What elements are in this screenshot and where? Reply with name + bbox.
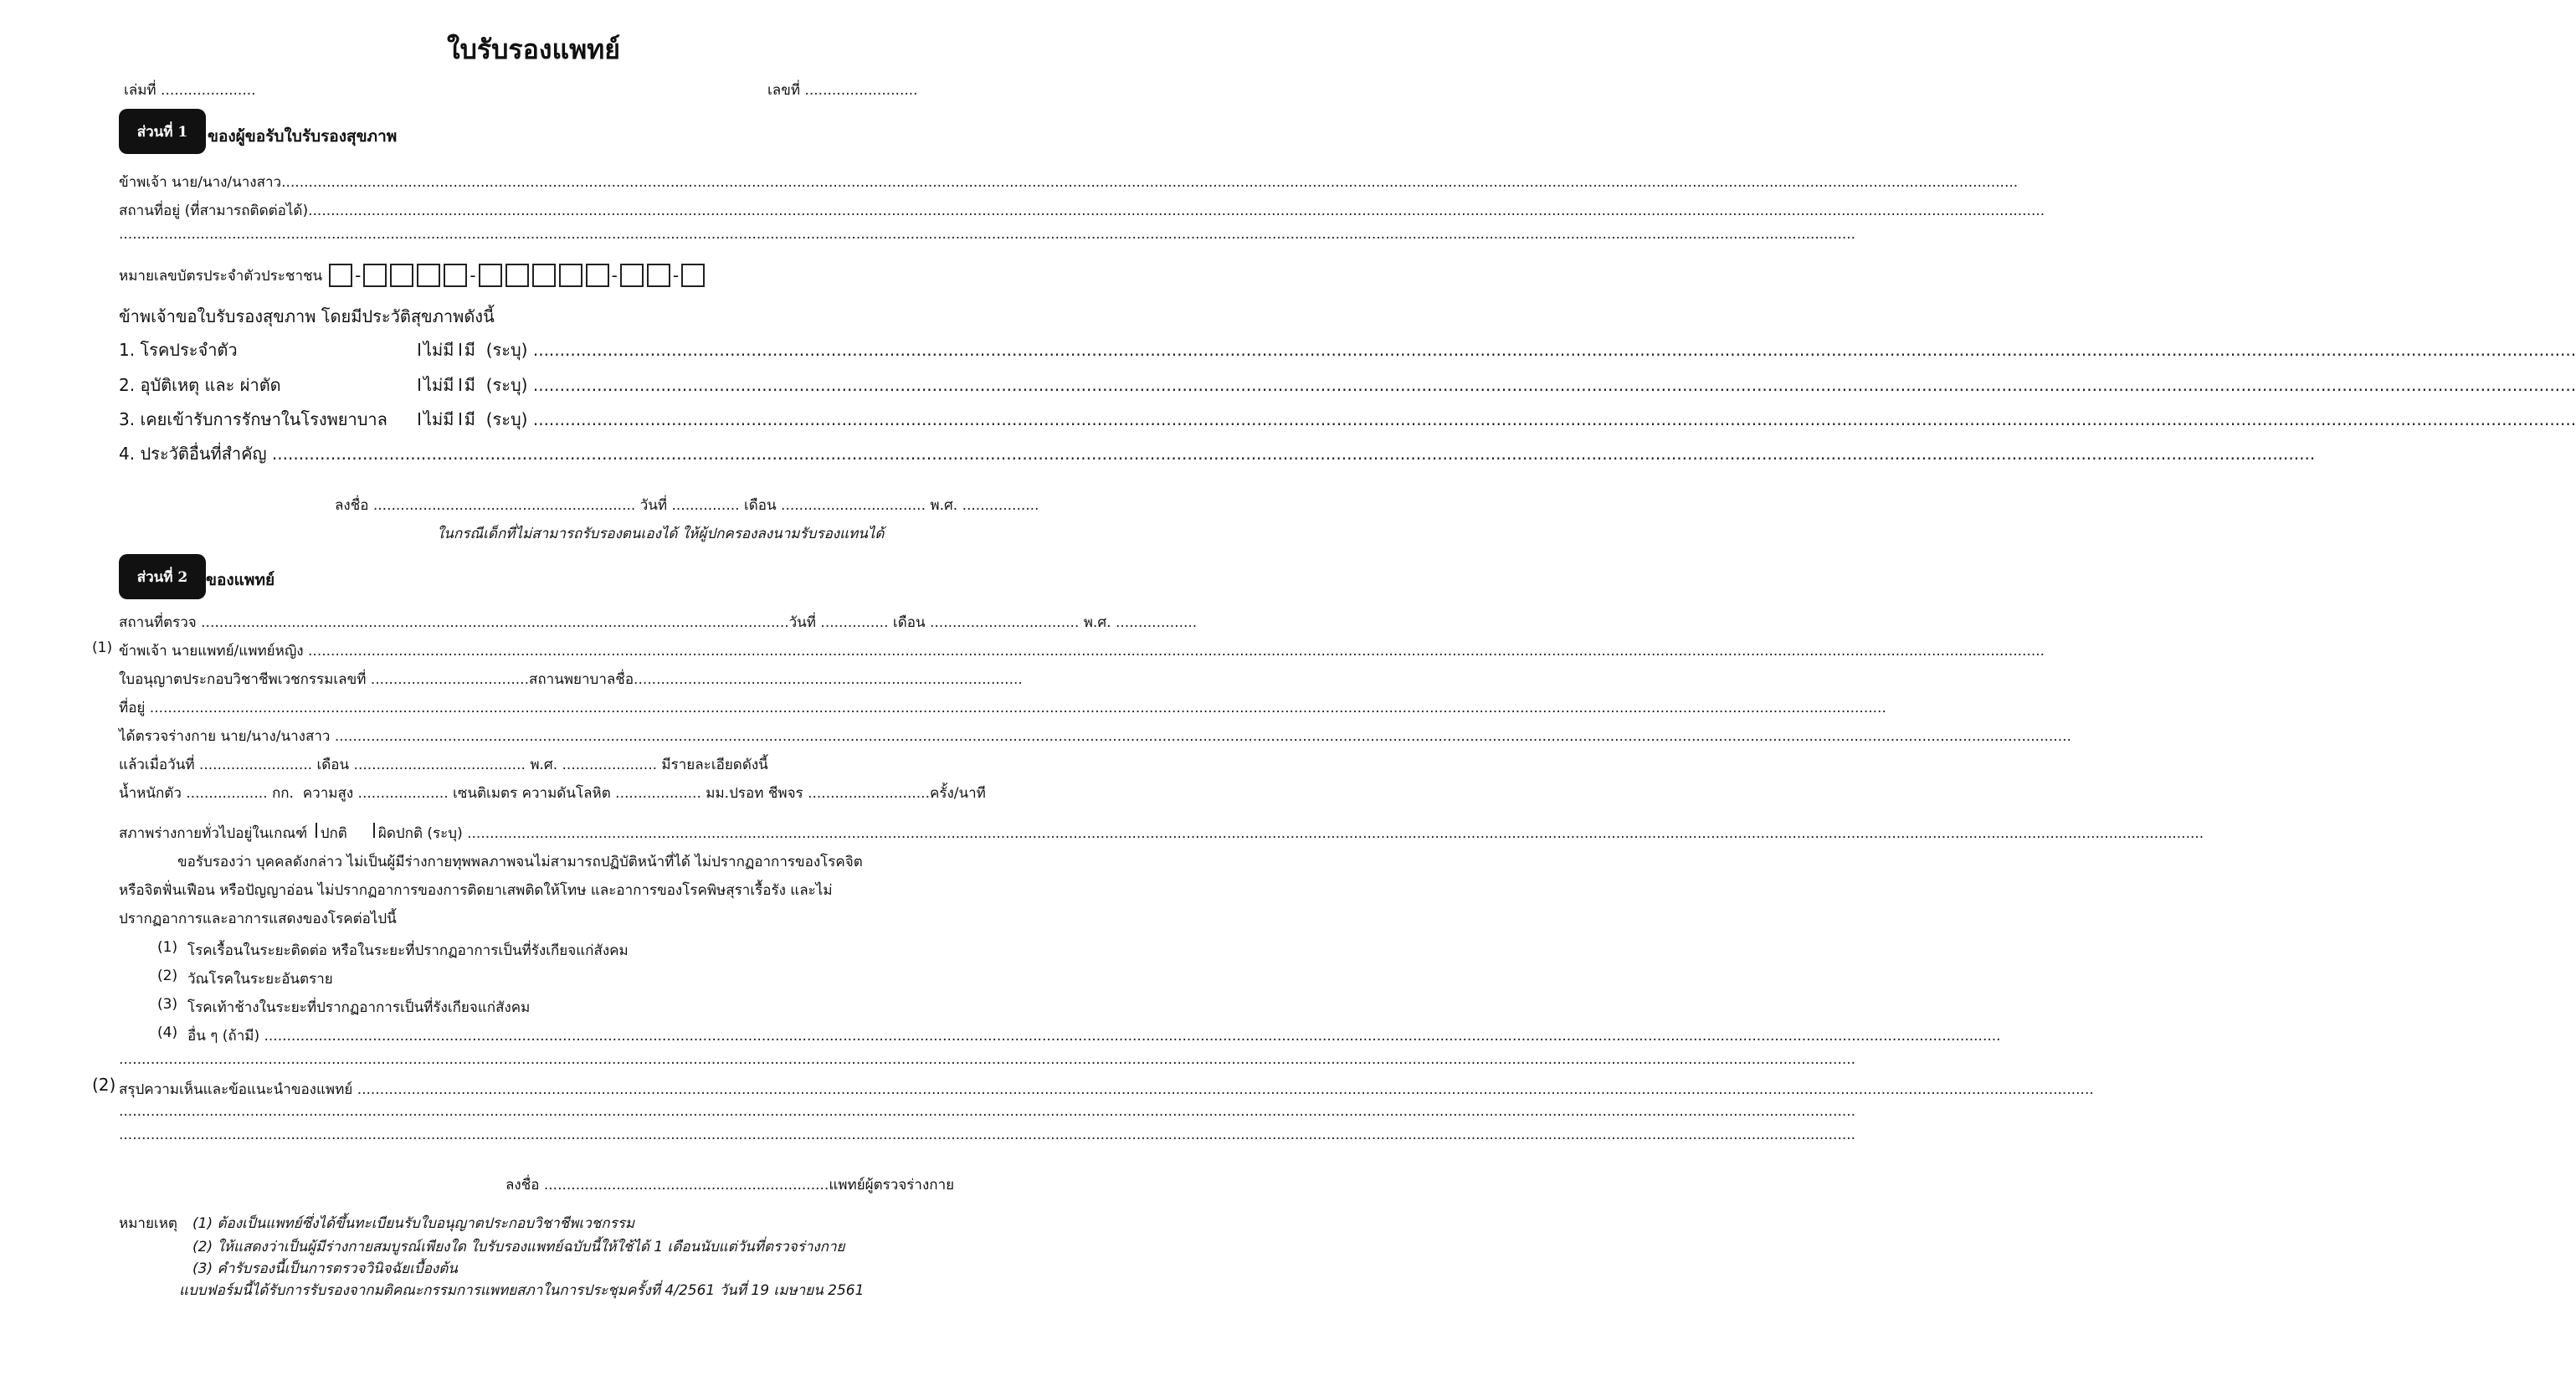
id-digit-box[interactable] (681, 264, 705, 287)
part1-heading: ของผู้ขอรับใบรับรองสุขภาพ (208, 127, 398, 146)
disease-item-text: โรคเท้าช้างในระยะที่ปรากฏอาการเป็นที่รังเกียจแก่สังคม (187, 999, 531, 1016)
citizen-id-row: หมายเลขบัตรประจำตัวประชาชน - - - - (119, 264, 706, 287)
id-digit-box[interactable] (363, 264, 387, 287)
id-digit-box[interactable] (390, 264, 413, 287)
history-item-1-options: ไม่มี มี (ระบุ) ..... (418, 336, 885, 363)
history-item-2-options: ไม่มี มี (ระบุ) ..... (418, 372, 885, 398)
exam-place-line[interactable]: สถานที่ตรวจ ..................................................................................................................................วันที่ ............... เดือน ................................. พ.ศ. .................. (119, 614, 1198, 631)
yes-checkbox[interactable] (459, 413, 461, 425)
id-digit-box[interactable] (620, 264, 644, 287)
yes-checkbox[interactable] (459, 343, 461, 356)
part1-signature-line[interactable]: ลงชื่อ .......................................................... วันที่ ............... เดือน ................................ พ.ศ. ................. (335, 497, 1039, 514)
id-digit-box[interactable] (532, 264, 556, 287)
doctor-signature-line[interactable]: ลงชื่อ ...............................................................แพทย์ผู้ตรวจร่างกาย (505, 1177, 955, 1194)
remarks-label: หมายเหตุ (119, 1215, 177, 1232)
abnormal-checkbox[interactable] (373, 823, 375, 838)
part1-badge: ส่วนที่ 1 (119, 109, 206, 154)
history-1-specify-line[interactable] (533, 340, 2576, 360)
history-item-2-label: 2. อุบัติเหตุ และ ผ่าตัด (119, 375, 281, 395)
part2-badge: ส่วนที่ 2 (119, 554, 206, 599)
other-history-line[interactable]: 4. ประวัติอื่นที่สำคัญ ..... (119, 440, 885, 467)
abnormal-specify-line[interactable] (467, 825, 2204, 842)
exam-date-line[interactable]: แล้วเมื่อวันที่ ......................... เดือน ...................................... พ.ศ. ..................... มีรายละเอียดดังนี้ (119, 757, 768, 773)
other-diseases-line-2[interactable] (119, 1051, 890, 1068)
applicant-address-line-2[interactable] (119, 226, 770, 243)
book-number: เล่มที่ ..................... (124, 82, 256, 99)
guardian-note: ในกรณีเด็กที่ไม่สามารถรับรองตนเองได้ ให้ผู้ปกครองลงนามรับรองแทนได้ (437, 526, 885, 542)
disease-item-text: วัณโรคในระยะอันตราย (187, 971, 333, 988)
history-item-3-options: ไม่มี มี (ระบุ) ..... (418, 406, 885, 433)
id-digit-box[interactable] (329, 264, 352, 287)
doctor-summary-line-3[interactable] (119, 1127, 894, 1143)
doctor-summary-line-2[interactable] (119, 1103, 894, 1120)
id-digit-box[interactable] (586, 264, 609, 287)
doctor-address-line[interactable]: ที่อยู่ ..... (119, 696, 894, 719)
disease-item-number: (3) (157, 996, 178, 1013)
part2-heading: ของแพทย์ (206, 571, 275, 589)
yes-checkbox[interactable] (459, 378, 461, 391)
item2-number: (2) (92, 1075, 116, 1095)
id-digit-box[interactable] (647, 264, 670, 287)
id-digit-box[interactable] (559, 264, 582, 287)
no-checkbox[interactable] (418, 343, 420, 356)
history-item-3-label: 3. เคยเข้ารับการรักษาในโรงพยาบาล (119, 409, 387, 429)
approval-note: แบบฟอร์มนี้ได้รับการรับรองจากมติคณะกรรมการแพทยสภาในการประชุมครั้งที่ 4/2561 วันที่ 19 เมษายน 2561 (179, 1282, 865, 1299)
remark-item: (3) คำรับรองนี้เป็นการตรวจวินิจฉัยเบื้องต้น (192, 1260, 458, 1277)
doctor-summary-line[interactable]: สรุปความเห็นและข้อแนะนำของแพทย์ ..... (119, 1078, 894, 1101)
id-digit-box[interactable] (417, 264, 440, 287)
disease-item-number: (4) (157, 1024, 178, 1041)
certify-text-line-2: หรือจิตฟั่นเฟือน หรือปัญญาอ่อน ไม่ปรากฏอาการของการติดยาเสพติดให้โทษ และอาการของโรคพิษสุราเรื้อรัง และไม่ (119, 882, 833, 899)
certify-text-line-3: ปรากฏอาการและอาการแสดงของโรคต่อไปนี้ (119, 911, 397, 927)
id-digit-box[interactable] (444, 264, 467, 287)
examined-person-line[interactable]: ได้ตรวจร่างกาย นาย/นาง/นางสาว ..... (119, 725, 894, 747)
disease-item-number: (2) (157, 968, 178, 984)
disease-item-number: (1) (157, 939, 178, 956)
health-request-text: ข้าพเจ้าขอใบรับรองสุขภาพ โดยมีประวัติสุขภาพดังนี้ (119, 306, 495, 326)
history-2-specify-line[interactable] (533, 375, 2576, 395)
remark-item: (1) ต้องเป็นแพทย์ซึ่งได้ขึ้นทะเบียนรับใบอนุญาตประกอบวิชาชีพเวชกรรม (192, 1215, 635, 1232)
id-digit-box[interactable] (505, 264, 529, 287)
no-checkbox[interactable] (418, 413, 420, 425)
other-diseases-line[interactable]: อื่น ๆ (ถ้ามี) ..... (187, 1024, 890, 1047)
applicant-address-line[interactable]: สถานที่อยู่ (ที่สามารถติดต่อได้) ..... (119, 199, 894, 222)
vital-signs-line[interactable]: น้ำหนักตัว .................. กก. ความสูง .................... เซนติเมตร ความดันโลหิต ................... มม.ปรอท ชีพจร ...........................ครั้ง/นาที (119, 785, 986, 802)
normal-checkbox[interactable] (316, 823, 317, 838)
doctor-name-line[interactable]: ข้าพเจ้า นายแพทย์/แพทย์หญิง ..... (119, 639, 894, 662)
history-3-specify-line[interactable] (533, 409, 2576, 429)
id-digit-box[interactable] (479, 264, 502, 287)
history-item-1-label: 1. โรคประจำตัว (119, 340, 238, 360)
remark-item: (2) ให้แสดงว่าเป็นผู้มีร่างกายสมบูรณ์เพียงใด ใบรับรองแพทย์ฉบับนี้ให้ใช้ได้ 1 เดือนนับแต่วันที่ตรวจร่างกาย (192, 1239, 845, 1255)
disease-item-text: โรคเรื้อนในระยะติดต่อ หรือในระยะที่ปรากฏอาการเป็นที่รังเกียจแก่สังคม (187, 942, 629, 959)
applicant-name-line[interactable]: ข้าพเจ้า นาย/นาง/นางสาว ..... (119, 171, 894, 193)
document-number: เลขที่ ......................... (767, 82, 918, 99)
license-line[interactable]: ใบอนุญาตประกอบวิชาชีพเวชกรรมเลขที่ ...................................สถานพยาบาลชื่อ...................................................................................... (119, 671, 1023, 688)
no-checkbox[interactable] (418, 378, 420, 391)
certify-text-line-1: ขอรับรองว่า บุคคลดังกล่าว ไม่เป็นผู้มีร่างกายทุพพลภาพจนไม่สามารถปฏิบัติหน้าที่ได้ ไม่ปรากฏอาการของโรคจิต (177, 854, 863, 870)
general-condition-line: สภาพร่างกายทั่วไปอยู่ในเกณฑ์ ปกติ ผิดปกติ (ระบุ) ..... (119, 822, 894, 845)
item1-number: (1) (92, 639, 113, 656)
document-title: ใบรับรองแพทย์ (446, 33, 621, 65)
